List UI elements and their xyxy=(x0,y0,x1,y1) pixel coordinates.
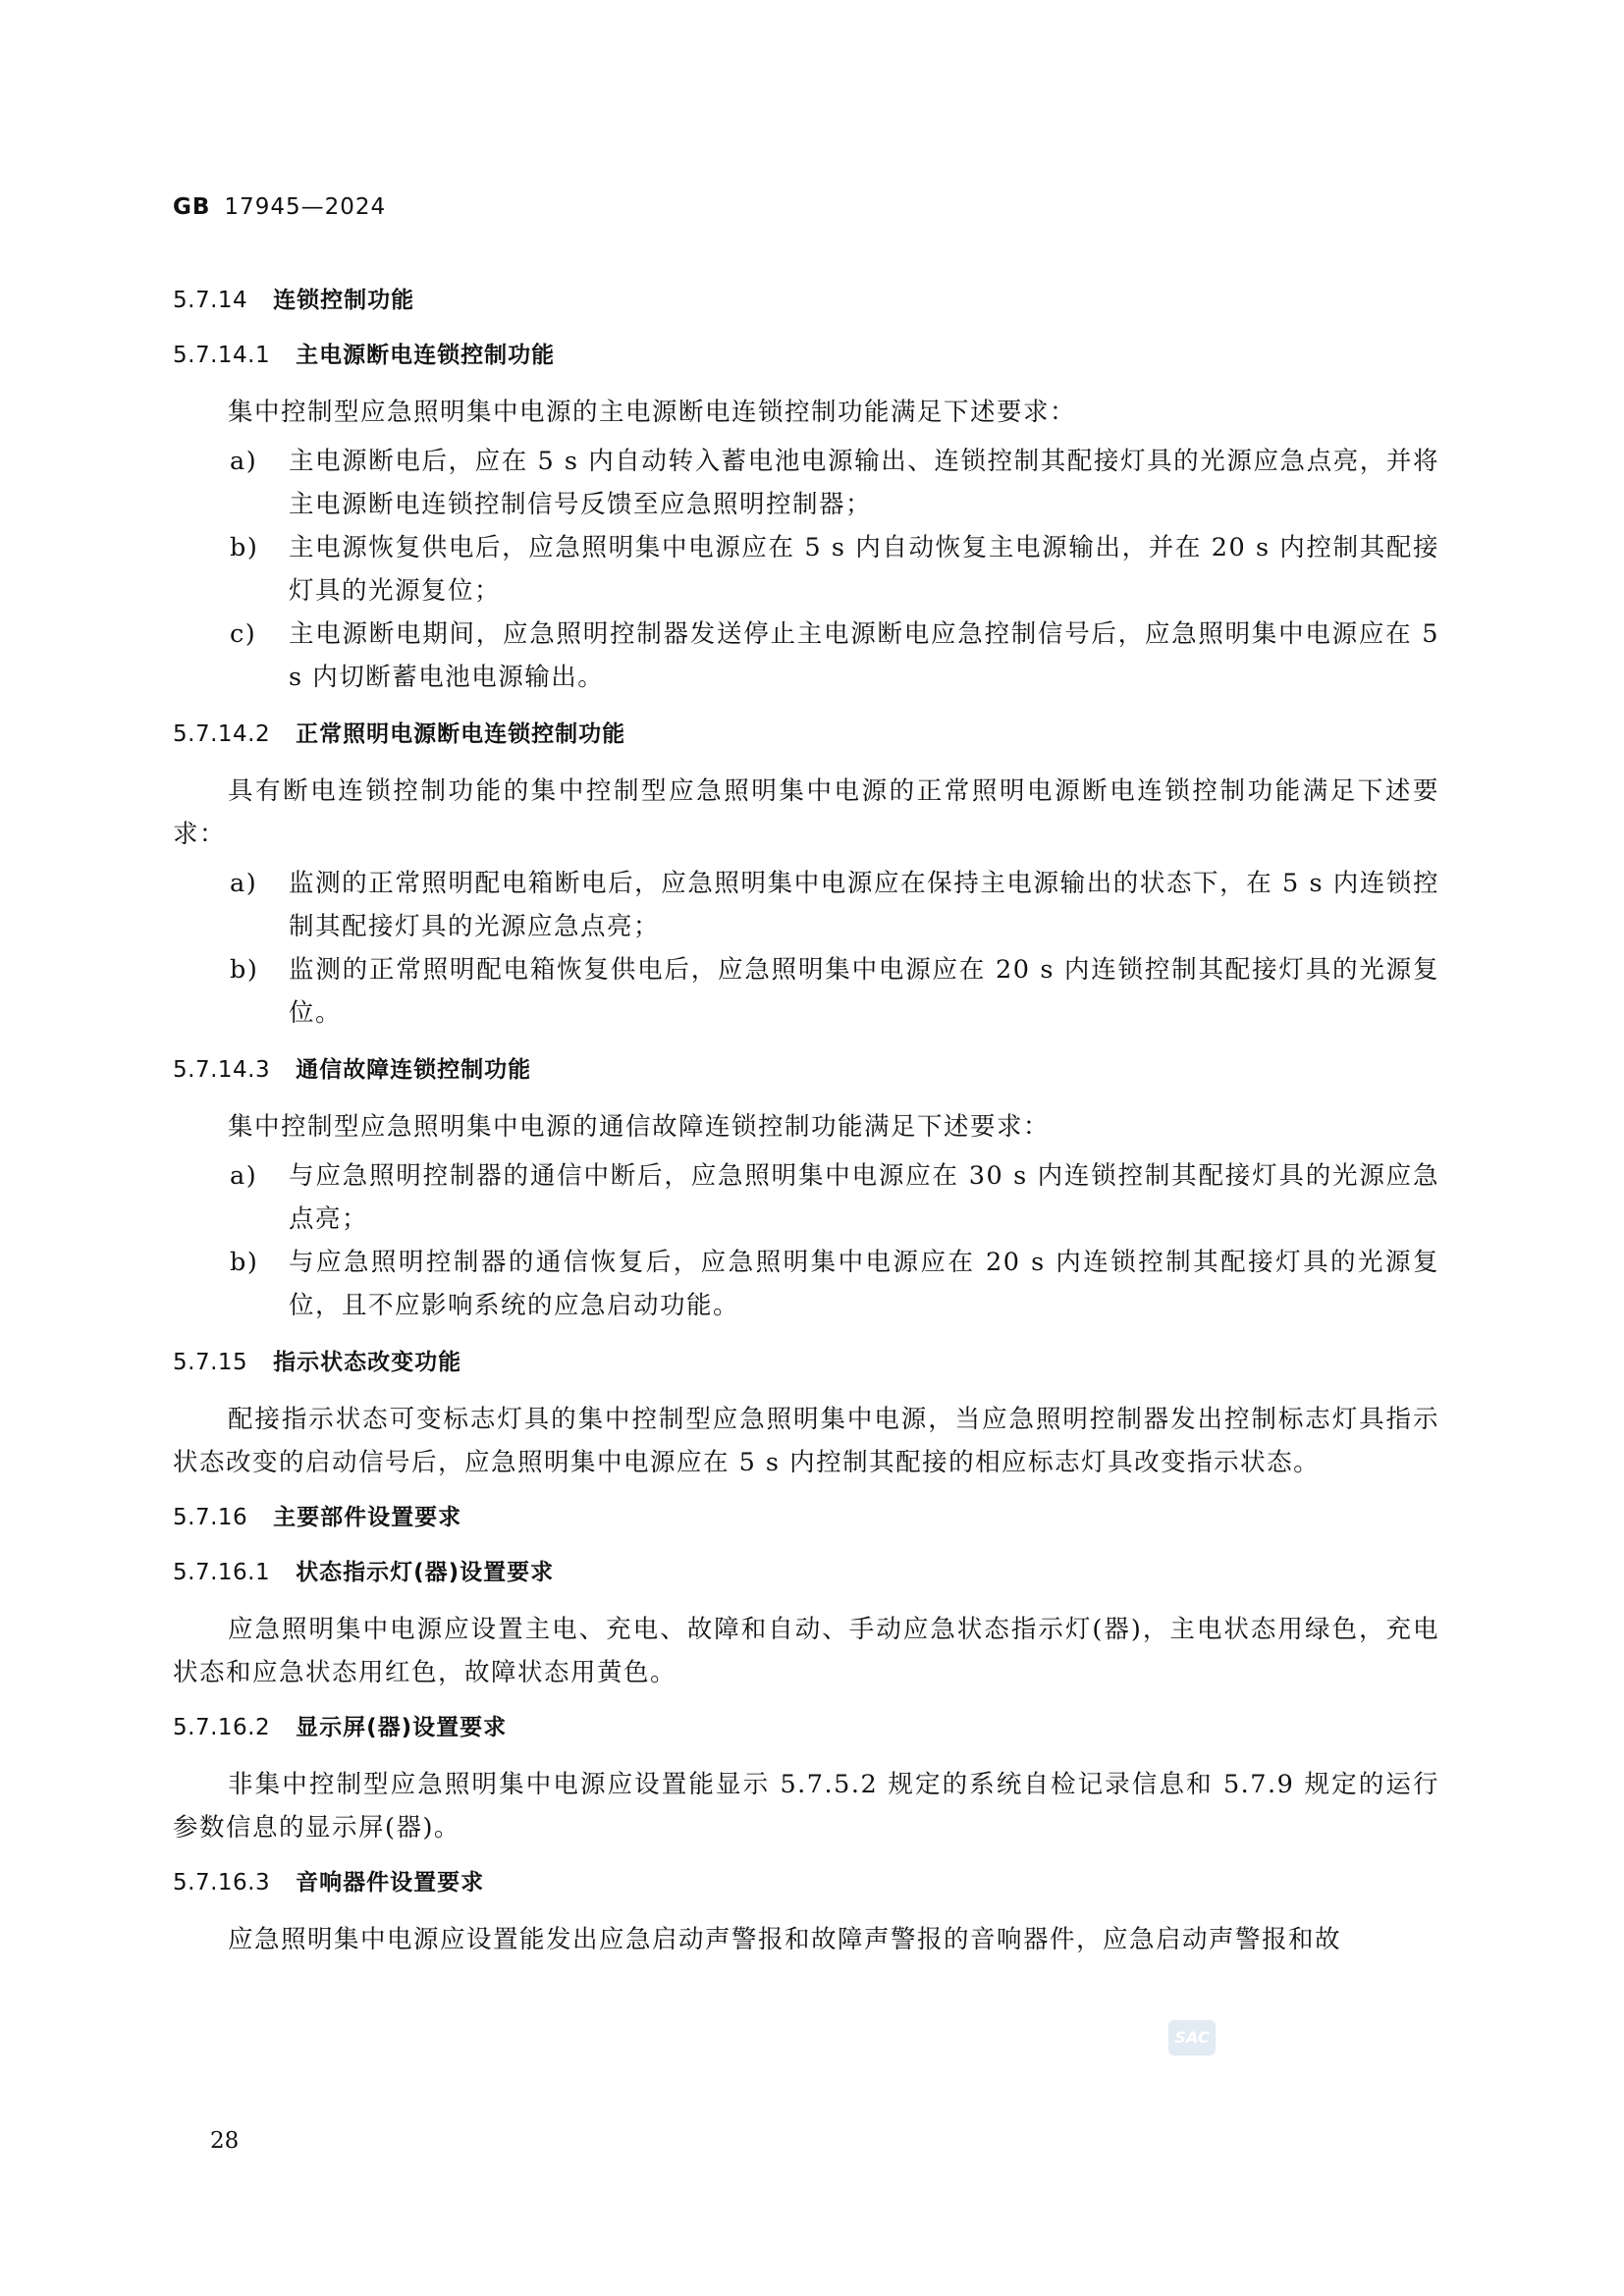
section-heading xyxy=(173,1050,1439,1090)
section-title: 正常照明电源断电连锁控制功能 xyxy=(296,721,626,747)
paragraph: 集中控制型应急照明集中电源的主电源断电连锁控制功能满足下述要求： xyxy=(228,398,1077,427)
section-number: 5.7.14 xyxy=(173,288,248,313)
list-item xyxy=(173,948,1439,1035)
section-heading xyxy=(173,715,1439,754)
section-heading xyxy=(173,1708,1439,1747)
section-title: 指示状态改变功能 xyxy=(273,1350,462,1375)
paragraph: 非集中控制型应急照明集中电源应设置能显示 5.7.5.2 规定的系统自检记录信息和 5.7.9 规定的运行参数信息的显示屏(器)。 xyxy=(173,1770,1439,1842)
section-heading xyxy=(173,1343,1439,1382)
list-marker: b) xyxy=(230,533,259,562)
section-number: 5.7.16.2 xyxy=(173,1715,271,1740)
list-item-text: 主电源断电期间，应急照明控制器发送停止主电源断电应急控制信号后，应急照明集中电源应在 5 s 内切断蓄电池电源输出。 xyxy=(289,619,1439,692)
section-title: 主要部件设置要求 xyxy=(273,1505,462,1530)
requirement-list xyxy=(173,1154,1439,1327)
section-title: 显示屏(器)设置要求 xyxy=(296,1715,508,1740)
section-number: 5.7.15 xyxy=(173,1350,248,1375)
section-title: 主电源断电连锁控制功能 xyxy=(296,343,556,368)
section-number: 5.7.14.3 xyxy=(173,1057,271,1083)
section-title: 音响器件设置要求 xyxy=(296,1870,485,1896)
section-number: 5.7.16.1 xyxy=(173,1560,271,1585)
list-item xyxy=(173,1241,1439,1327)
list-item-text: 主电源断电后，应在 5 s 内自动转入蓄电池电源输出、连锁控制其配接灯具的光源应急点亮，并将主电源断电连锁控制信号反馈至应急照明控制器； xyxy=(289,447,1439,519)
section-number: 5.7.14.2 xyxy=(173,721,271,747)
paragraph: 具有断电连锁控制功能的集中控制型应急照明集中电源的正常照明电源断电连锁控制功能满足下述要求： xyxy=(173,776,1439,849)
list-item-text: 监测的正常照明配电箱恢复供电后，应急照明集中电源应在 20 s 内连锁控制其配接灯具的光源复位。 xyxy=(289,955,1439,1028)
section-heading xyxy=(173,1863,1439,1902)
section-heading xyxy=(173,336,1439,375)
sac-watermark-logo: SAC xyxy=(1168,2020,1216,2056)
document-body xyxy=(173,281,1439,1975)
list-item xyxy=(173,526,1439,613)
paragraph: 应急照明集中电源应设置能发出应急启动声警报和故障声警报的音响器件，应急启动声警报和故 xyxy=(228,1925,1342,1954)
list-marker: b) xyxy=(230,955,259,985)
page-number: 28 xyxy=(210,2128,240,2154)
list-item xyxy=(173,862,1439,948)
list-marker: a) xyxy=(230,447,258,476)
section-title: 连锁控制功能 xyxy=(273,288,415,313)
paragraph: 配接指示状态可变标志灯具的集中控制型应急照明集中电源，当应急照明控制器发出控制标志灯具指示状态改变的启动信号后，应急照明集中电源应在 5 s 内控制其配接的相应标志灯具改变指示状态。 xyxy=(173,1405,1439,1477)
list-marker: b) xyxy=(230,1248,259,1277)
standard-prefix: GB xyxy=(173,194,211,220)
section-heading xyxy=(173,281,1439,320)
list-marker: a) xyxy=(230,1161,258,1191)
section-number: 5.7.14.1 xyxy=(173,343,271,368)
paragraph: 集中控制型应急照明集中电源的通信故障连锁控制功能满足下述要求： xyxy=(228,1112,1051,1142)
section-number: 5.7.16 xyxy=(173,1505,248,1530)
section-number: 5.7.16.3 xyxy=(173,1870,271,1896)
list-item xyxy=(173,613,1439,699)
list-item-text: 与应急照明控制器的通信恢复后，应急照明集中电源应在 20 s 内连锁控制其配接灯具的光源复位，且不应影响系统的应急启动功能。 xyxy=(289,1248,1439,1320)
requirement-list xyxy=(173,440,1439,699)
section-title: 状态指示灯(器)设置要求 xyxy=(296,1560,555,1585)
paragraph: 应急照明集中电源应设置主电、充电、故障和自动、手动应急状态指示灯(器)，主电状态用绿色，充电状态和应急状态用红色，故障状态用黄色。 xyxy=(173,1615,1439,1687)
document-header xyxy=(173,194,386,220)
standard-number: 17945—2024 xyxy=(224,194,387,220)
section-heading xyxy=(173,1553,1439,1592)
section-heading xyxy=(173,1498,1439,1537)
list-item xyxy=(173,1154,1439,1241)
list-item xyxy=(173,440,1439,526)
list-item-text: 监测的正常照明配电箱断电后，应急照明集中电源应在保持主电源输出的状态下，在 5 s 内连锁控制其配接灯具的光源应急点亮； xyxy=(289,869,1439,941)
requirement-list xyxy=(173,862,1439,1035)
section-title: 通信故障连锁控制功能 xyxy=(296,1057,532,1083)
list-item-text: 主电源恢复供电后，应急照明集中电源应在 5 s 内自动恢复主电源输出，并在 20 s 内控制其配接灯具的光源复位； xyxy=(289,533,1439,606)
list-marker: c) xyxy=(230,619,257,649)
list-item-text: 与应急照明控制器的通信中断后，应急照明集中电源应在 30 s 内连锁控制其配接灯具的光源应急点亮； xyxy=(289,1161,1439,1234)
list-marker: a) xyxy=(230,869,258,898)
